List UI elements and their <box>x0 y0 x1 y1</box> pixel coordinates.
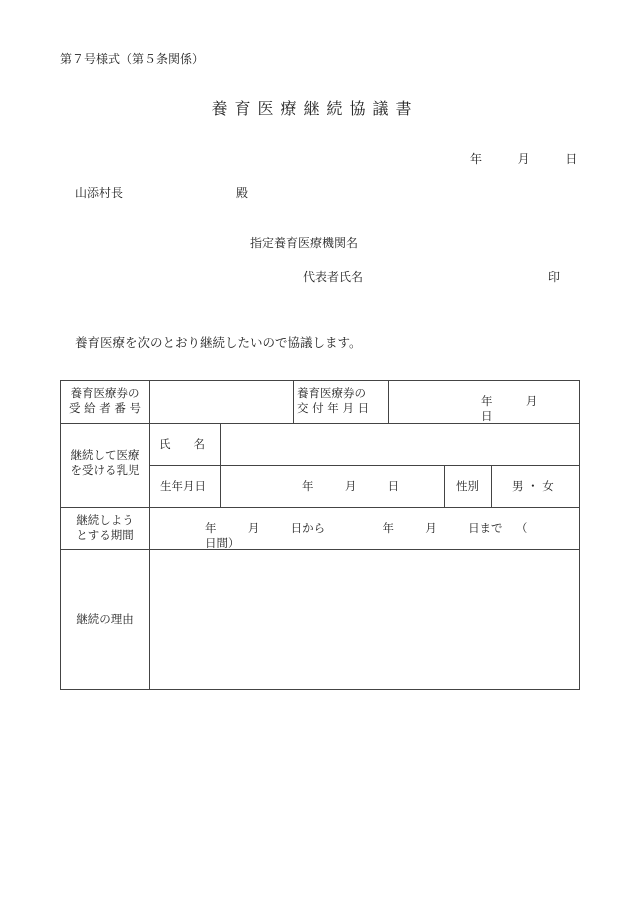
sex-label: 性別 <box>456 479 479 493</box>
reason-field[interactable] <box>150 550 579 689</box>
period-label: 継続しよう とする期間 <box>76 513 134 542</box>
addressee: 山添村長 <box>75 186 124 200</box>
reason-label: 継続の理由 <box>76 612 134 626</box>
name-label: 氏 名 <box>159 437 205 451</box>
recipient-number-field[interactable] <box>150 382 292 422</box>
form-number: 第７号様式（第５条関係） <box>60 52 205 66</box>
sex-options[interactable]: 男 ・ 女 <box>512 479 554 493</box>
col-divider <box>444 465 445 507</box>
honorific: 殿 <box>236 186 249 200</box>
col-divider <box>388 381 389 423</box>
representative-name-label: 代表者氏名 <box>303 270 364 284</box>
recipient-number-label: 養育医療券の 受 給 者 番 号 <box>68 386 142 415</box>
seal-mark: 印 <box>548 270 561 284</box>
infant-label: 継続して医療 を受ける乳児 <box>70 448 140 477</box>
form-table <box>60 380 580 690</box>
date-day-label: 日 <box>565 152 578 166</box>
row-divider <box>61 507 579 508</box>
birthdate-label: 生年月日 <box>160 479 206 493</box>
date-month-label: 月 <box>517 152 530 166</box>
period-field[interactable]: 年 月 日から 年 月 日まで （ 日間） <box>205 521 528 550</box>
issue-date-label: 養育医療券の 交 付 年 月 日 <box>297 386 370 415</box>
birthdate-field[interactable]: 年 月 日 <box>302 479 400 493</box>
document-title: 養育医療継続協議書 <box>211 99 419 118</box>
row-divider <box>149 465 579 466</box>
submission-date <box>470 150 577 167</box>
col-divider <box>293 381 294 423</box>
institution-name-label: 指定養育医療機関名 <box>250 236 359 250</box>
infant-name-field[interactable] <box>221 424 579 465</box>
col-divider <box>491 465 492 507</box>
issue-date-field[interactable]: 年 月 日 <box>481 394 538 423</box>
date-year-label: 年 <box>470 152 483 166</box>
statement-text: 養育医療を次のとおり継続したいので協議します。 <box>75 335 362 350</box>
